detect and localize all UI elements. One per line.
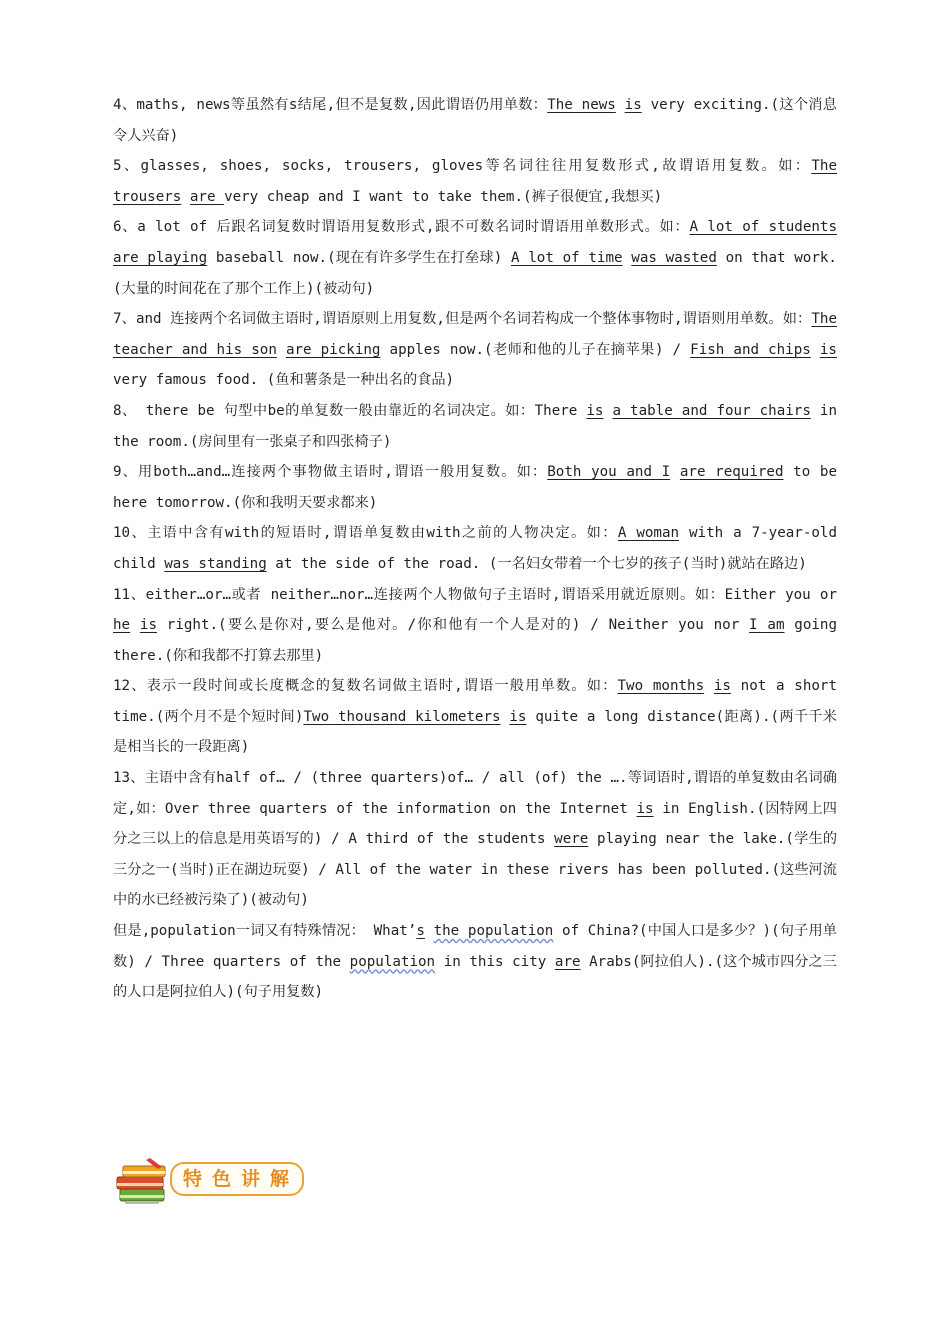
underlined-text: Fish and chips: [690, 341, 811, 358]
underlined-text: were: [554, 831, 589, 848]
text-run: 6、a lot of 后跟名词复数时谓语用复数形式,跟不可数名词时谓语用单数形式。如：: [113, 219, 690, 236]
underlined-text: is: [624, 97, 642, 113]
rule-r5: [113, 151, 837, 212]
text-run: very cheap and I want to take them.(裤子很便宜,我想买): [224, 188, 663, 205]
wavy-underlined-text: population: [349, 953, 436, 970]
text-run: not a short time.(两个月不是个短时间): [113, 678, 838, 725]
banner-label: 特色讲解: [170, 1162, 304, 1196]
text-run: playing near the lake.(学生的三分之一(当时)正在湖边玩耍) / All of the water in these rivers has been polluted.(这些河流中的水已经被污染了)(被动句): [113, 831, 838, 909]
text-run: [811, 342, 820, 358]
underlined-text: am: [767, 617, 785, 634]
rule-r13: [113, 763, 837, 916]
underlined-text: A lot of students: [689, 219, 837, 236]
text-run: very exciting.(这个消息令人兴奋): [113, 97, 837, 144]
text-run: to be here tomorrow.(你和我明天要求都来): [113, 464, 838, 511]
text-run: 8、 there be 句型中be的单复数一般由靠近的名词决定。如：There: [113, 402, 587, 419]
underlined-text: is: [713, 678, 731, 695]
underlined-text: he: [113, 617, 131, 634]
text-run: in English.(因特网上四分之三以上的信息是用英语写的) / A third of the students: [113, 800, 837, 848]
rule-r6: [113, 212, 837, 304]
text-run: 10、主语中含有with的短语时,谓语单复数由with之前的人物决定。如：: [113, 525, 618, 542]
feature-banner: [114, 1155, 314, 1211]
underlined-text: is: [819, 341, 837, 358]
text-run: 13、主语中含有half of… / (three quarters)of… / all (of) the ….等词语时,谓语的单复数由名词确定,如：Over three quarters of the information on the Internet: [113, 770, 837, 817]
underlined-text: The news: [547, 97, 616, 113]
rule-r14: [113, 916, 837, 1008]
underlined-text: Both you and I: [547, 464, 671, 481]
underlined-text: is: [509, 708, 527, 725]
rules-text: [113, 90, 837, 1008]
text-run: [670, 464, 680, 480]
text-run: [623, 250, 632, 266]
text-run: going there.(你和我都不打算去那里): [113, 617, 838, 664]
underlined-text: are required: [679, 464, 784, 481]
underlined-text: The teacher and his son: [113, 311, 837, 358]
text-run: [616, 97, 625, 113]
text-run: Arabs(阿拉伯人).(这个城市四分之三的人口是阿拉伯人)(句子用复数): [113, 953, 837, 1001]
text-run: [425, 923, 434, 939]
underlined-text: was standing: [164, 555, 267, 572]
text-run: [704, 678, 714, 694]
text-run: right.(要么是你对,要么是他对。/你和他有一个人是对的) / Neither you nor: [157, 617, 750, 634]
underlined-text: is: [586, 402, 604, 419]
underlined-text: are playing: [113, 249, 208, 266]
underlined-text: The trousers: [113, 158, 837, 205]
rule-r10: [113, 518, 837, 579]
underlined-text: I: [749, 617, 768, 634]
text-run: very famous food. (鱼和薯条是一种出名的食品): [113, 372, 455, 389]
text-run: 12、表示一段时间或长度概念的复数名词做主语时,谓语一般用单数。如：: [113, 678, 618, 695]
rule-r4: [113, 90, 837, 151]
underlined-text: are picking: [285, 341, 381, 358]
underlined-text: s: [416, 923, 425, 940]
text-run: 9、用both…and…连接两个事物做主语时,谓语一般用复数。如：: [113, 464, 548, 481]
text-run: of China?(中国人口是多少？)(句子用单数) / Three quarters of the: [113, 923, 837, 970]
rule-r7: [113, 304, 837, 396]
rule-r9: [113, 457, 837, 518]
text-run: 但是,population一词又有特殊情况： What’: [113, 923, 417, 940]
text-run: in this city: [435, 953, 555, 970]
text-run: [277, 342, 286, 358]
text-run: at the side of the road. (一名妇女带着一个七岁的孩子(当时)就站在路边): [266, 555, 807, 572]
books-icon: [114, 1155, 176, 1211]
text-run: 5、glasses, shoes, socks, trousers, gloves等名词往往用复数形式,故谓语用复数。如：: [113, 158, 812, 175]
text-run: in the room.(房间里有一张桌子和四张椅子): [113, 402, 838, 450]
text-run: 4、maths, news等虽然有s结尾,但不是复数,因此谓语仍用单数：: [113, 97, 548, 113]
text-run: [130, 617, 140, 633]
text-run: baseball now.(现在有许多学生在打垒球): [207, 249, 511, 266]
text-run: on that work.(大量的时间花在了那个工作上)(被动句): [113, 249, 837, 297]
underlined-text: Two thousand kilometers: [303, 708, 501, 725]
underlined-text: A lot of time: [511, 249, 623, 266]
text-run: [181, 189, 190, 205]
text-run: with a 7-year-old child: [113, 525, 837, 572]
rule-r12: [113, 671, 837, 763]
rule-r11: [113, 580, 837, 672]
underlined-text: are: [554, 953, 581, 970]
underlined-text: is: [139, 617, 157, 634]
text-run: apples now.(老师和他的儿子在摘苹果) /: [380, 341, 691, 358]
text-run: 7、and 连接两个名词做主语时,谓语原则上用复数,但是两个名词若构成一个整体事物时,谓语则用单数。如：: [113, 311, 812, 328]
underlined-text: is: [636, 800, 654, 817]
underlined-text: Two months: [617, 678, 705, 695]
underlined-text: are: [189, 188, 225, 205]
underlined-text: was wasted: [631, 249, 717, 266]
rule-r8: [113, 396, 837, 457]
underlined-text: A woman: [617, 525, 680, 542]
underlined-text: a table and four chairs: [612, 402, 811, 419]
text-run: 11、either…or…或者 neither…nor…连接两个人物做句子主语时,谓语采用就近原则。如：Either you or: [113, 586, 837, 603]
wavy-underlined-text: the population: [433, 923, 554, 940]
text-run: quite a long distance(距离).(两千千米是相当长的一段距离): [113, 708, 837, 756]
